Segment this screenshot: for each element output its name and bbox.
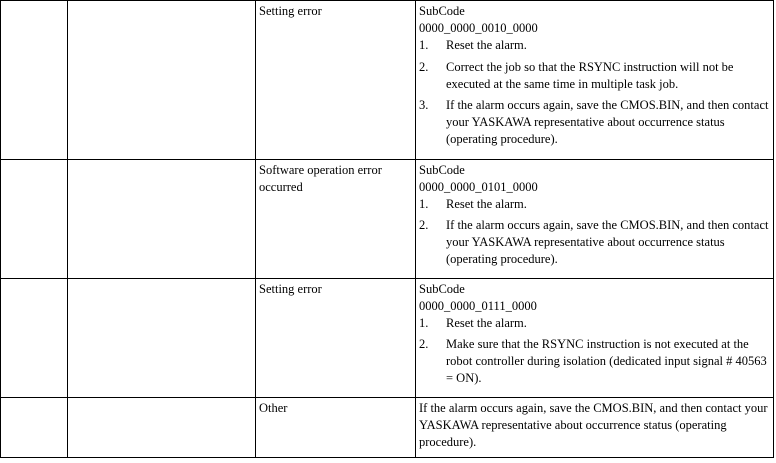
step-text: If the alarm occurs again, save the CMOS.BIN, and then contact your YASKAWA representative about occurrence status (operating procedure). <box>446 98 769 146</box>
step-number: 3. <box>419 98 429 112</box>
remedy-step <box>419 37 770 54</box>
cause-text: Other <box>259 401 288 415</box>
alarm-number-cell <box>1 279 68 398</box>
cause-cell <box>256 279 416 398</box>
subcode-value: 0000_0000_0111_0000 <box>419 299 537 313</box>
step-number: 2. <box>419 218 429 232</box>
alarm-number-cell <box>1 398 68 458</box>
step-text: Reset the alarm. <box>446 38 527 52</box>
remedy-step <box>419 196 770 213</box>
step-number: 2. <box>419 60 429 74</box>
step-text: Reset the alarm. <box>446 316 527 330</box>
subcode-label: SubCode <box>419 282 465 296</box>
cause-text: Setting error <box>259 282 322 296</box>
remedy-step <box>419 59 770 93</box>
remedy-step <box>419 97 770 148</box>
cause-cell <box>256 160 416 279</box>
cause-cell <box>256 398 416 458</box>
alarm-name-cell <box>68 398 256 458</box>
remedy-step <box>419 315 770 332</box>
alarm-name-cell <box>68 279 256 398</box>
alarm-number-cell <box>1 1 68 160</box>
remedy-text: If the alarm occurs again, save the CMOS.BIN, and then contact your YASKAWA representative about occurrence status (operating procedure). <box>419 401 768 449</box>
remedy-cell <box>416 160 774 279</box>
step-number: 1. <box>419 197 429 211</box>
cause-text: Setting error <box>259 4 322 18</box>
step-text: Correct the job so that the RSYNC instruction will not be executed at the same time in multiple task job. <box>446 60 734 91</box>
remedy-step <box>419 217 770 268</box>
remedy-cell <box>416 398 774 458</box>
step-text: Reset the alarm. <box>446 197 527 211</box>
remedy-cell <box>416 1 774 160</box>
cause-cell <box>256 1 416 160</box>
table-row <box>1 160 774 279</box>
step-text: Make sure that the RSYNC instruction is not executed at the robot controller during isolation (dedicated input signal # 40563 = ON). <box>446 337 767 385</box>
step-text: If the alarm occurs again, save the CMOS.BIN, and then contact your YASKAWA representative about occurrence status (operating procedure). <box>446 218 769 266</box>
remedy-step <box>419 336 770 387</box>
table-row <box>1 398 774 458</box>
subcode-value: 0000_0000_0101_0000 <box>419 180 538 194</box>
table-row <box>1 1 774 160</box>
remedy-cell <box>416 279 774 398</box>
step-number: 2. <box>419 337 429 351</box>
alarm-number-cell <box>1 160 68 279</box>
table-row <box>1 279 774 398</box>
alarm-name-cell <box>68 160 256 279</box>
alarm-name-cell <box>68 1 256 160</box>
step-number: 1. <box>419 38 429 52</box>
subcode-label: SubCode <box>419 4 465 18</box>
subcode-value: 0000_0000_0010_0000 <box>419 21 538 35</box>
cause-text: Software operation error occurred <box>259 163 382 194</box>
subcode-label: SubCode <box>419 163 465 177</box>
step-number: 1. <box>419 316 429 330</box>
